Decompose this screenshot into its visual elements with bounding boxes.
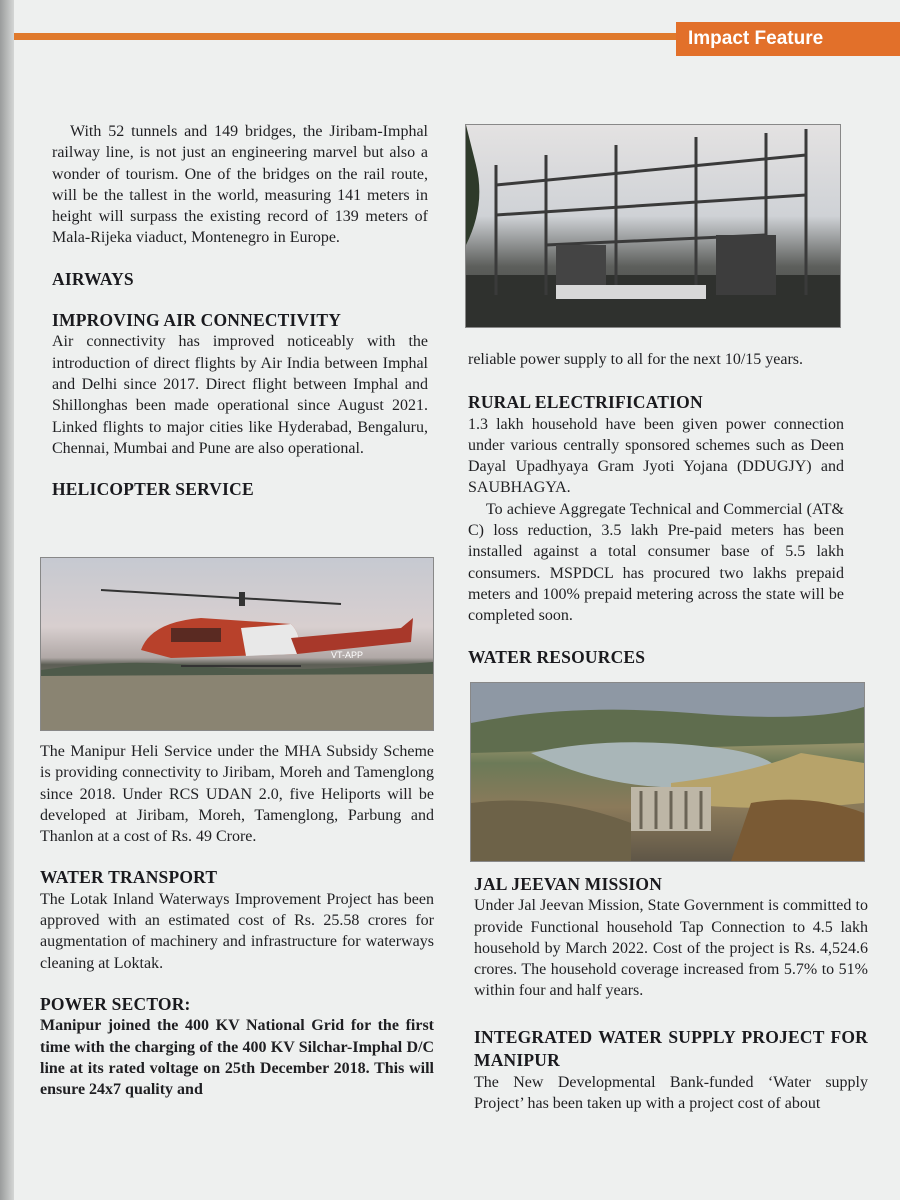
water-transport-paragraph: The Lotak Inland Waterways Improvement Project has been approved with an estimated cost of Rs. 25.58 crores for augmentation of machinery and infrastructure for waterways cleaning at Loktak.	[40, 890, 434, 972]
right-column-top	[468, 349, 844, 668]
dam-illustration	[471, 683, 864, 861]
jal-jeevan-paragraph: Under Jal Jeevan Mission, State Government is committed to provide Functional household Tap Connection to 4.5 lakh household by March 2022. Cost of the project is Rs. 4,524.6 crores. The household coverage increased from 5.7% to 51% within four and half years.	[474, 897, 868, 1000]
page-fold-shadow	[0, 0, 14, 1200]
helicopter-registration: VT-APP	[331, 650, 364, 660]
helicopter-illustration	[41, 558, 433, 730]
helicopter-photo	[40, 557, 434, 731]
power-substation-photo	[465, 124, 841, 328]
water-transport-heading: WATER TRANSPORT	[40, 867, 218, 888]
railway-intro-paragraph: With 52 tunnels and 149 bridges, the Jiribam-Imphal railway line, is not just an engineering marvel but also a wonder of tourism. One of the bridges on the rail route, will be the tallest in the world, measuring 141 meters in height will surpass the existing record of 139 meters of Mala-Rijeka viaduct, Montenegro in Europe.	[52, 123, 428, 247]
integrated-water-supply-heading: INTEGRATED WATER SUPPLY PROJECT FOR MANIPUR	[474, 1026, 868, 1070]
left-column-bottom	[40, 741, 434, 1100]
rural-electrification-heading: RURAL ELECTRIFICATION	[468, 392, 703, 413]
rural-electrification-paragraph-2: To achieve Aggregate Technical and Commercial (AT& C) loss reduction, 3.5 lakh Pre-paid meters has been installed against a total consumer base of 5.5 lakh consumers. MSPDCL has procured two lakhs prepaid meters and 100% prepaid metering across the state will be completed soon.	[468, 500, 844, 625]
power-continued-paragraph: reliable power supply to all for the next 10/15 years.	[468, 351, 804, 368]
air-connectivity-paragraph: Air connectivity has improved noticeably with the introduction of direct flights by Air India between Imphal and Delhi since 2017. Direct flight between Imphal and Shillonghas been made operational since August 2021. Linked flights to major cities like Hyderabad, Bengaluru, Chennai, Mumbai and Pune are also operational.	[52, 333, 428, 457]
power-sector-paragraph: Manipur joined the 400 KV National Grid for the first time with the charging of the 400 KV Silchar-Imphal D/C line at its rated voltage on 25th December 2018. This will ensure 24x7 quality and	[40, 1017, 434, 1099]
helicopter-service-paragraph: The Manipur Heli Service under the MHA Subsidy Scheme is providing connectivity to Jiribam, Moreh and Tamenglong since 2018. Under RCS UDAN 2.0, five Heliports will be developed at Jiribam, Moreh, Tamenglong, Parbung and Thanlon at a cost of Rs. 49 Crore.	[40, 743, 434, 846]
header-rule	[14, 33, 704, 40]
airways-heading: AIRWAYS	[52, 268, 134, 289]
left-column-top	[52, 121, 428, 500]
impact-feature-tag: Impact Feature	[676, 22, 900, 56]
dam-reservoir-photo	[470, 682, 865, 862]
air-connectivity-heading: IMPROVING AIR CONNECTIVITY	[52, 310, 342, 331]
right-column-bottom	[474, 874, 868, 1114]
water-resources-heading: WATER RESOURCES	[468, 646, 646, 667]
power-sector-heading: POWER SECTOR:	[40, 993, 191, 1014]
jal-jeevan-heading: JAL JEEVAN MISSION	[474, 874, 663, 894]
integrated-water-supply-paragraph: The New Developmental Bank-funded ‘Water supply Project’ has been taken up with a project cost of about	[474, 1073, 868, 1113]
helicopter-service-heading: HELICOPTER SERVICE	[52, 479, 254, 500]
substation-illustration	[466, 125, 840, 327]
rural-electrification-paragraph-1: 1.3 lakh household have been given power connection under various centrally sponsored schemes such as Deen Dayal Upadhyaya Gram Jyoti Yojana (DDUGJY) and SAUBHAGYA.	[468, 415, 844, 497]
